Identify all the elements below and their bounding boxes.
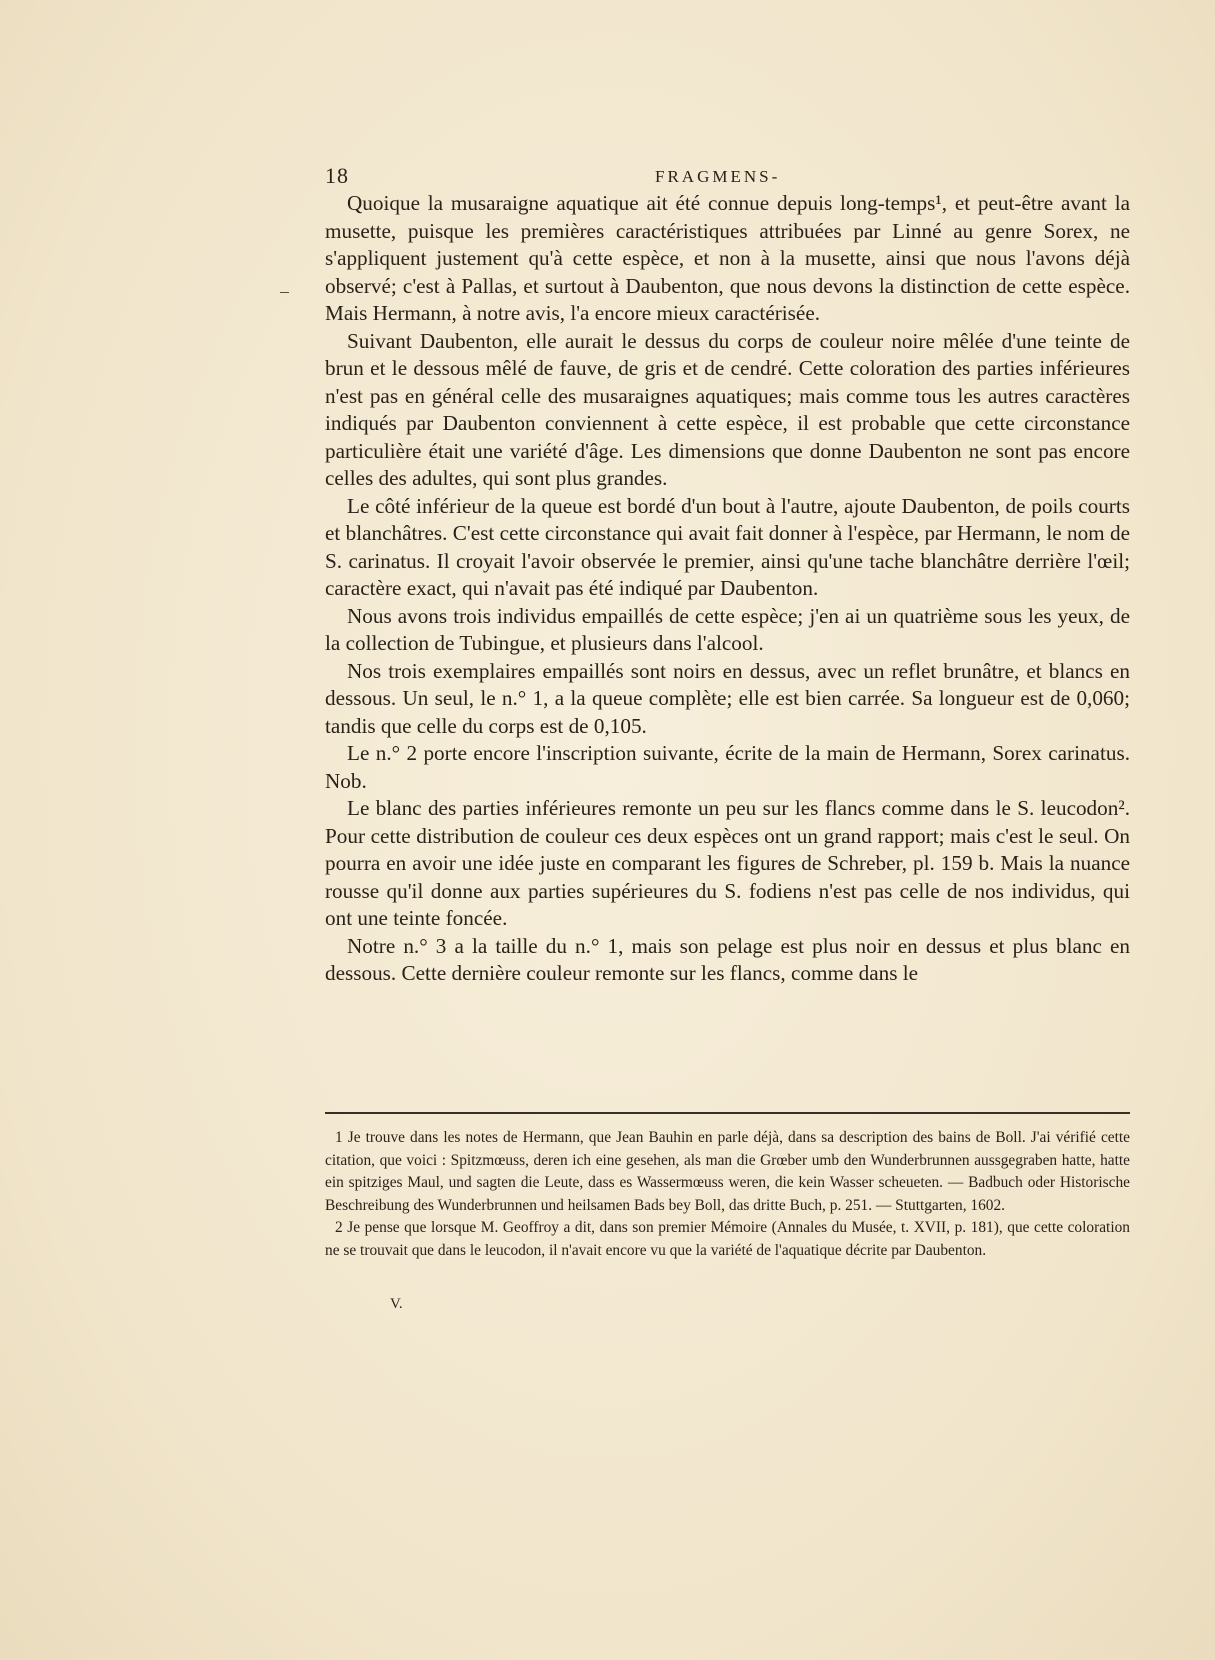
paragraph: Nos trois exemplaires empaillés sont noirs en dessus, avec un reflet brunâtre, et blancs en dessous. Un seul, le n.° 1, a la queue complète; elle est bien carrée. Sa longueur est de 0,060; tandis que celle du corps est de 0,105. bbox=[325, 658, 1130, 738]
running-head: FRAGMENS- bbox=[655, 167, 781, 186]
paragraph: Suivant Daubenton, elle aurait le dessus du corps de couleur noire mêlée d'une teinte de brun et le dessous mêlé de fauve, de gris et de cendré. Cette coloration des parties inférieures n'est pas en général celle des musaraignes aquatiques; mais comme tous les autres caractères indiqués par Daubenton conviennent à cette espèce, il est probable que cette circonstance particulière était une variété d'âge. Les dimensions que donne Daubenton ne sont pas encore celles des adultes, qui sont plus grandes. bbox=[325, 328, 1130, 490]
paragraph: Nous avons trois individus empaillés de cette espèce; j'en ai un quatrième sous les yeux, de la collection de Tubingue, et plusieurs dans l'alcool. bbox=[325, 603, 1130, 655]
paragraph: Quoique la musaraigne aquatique ait été connue depuis long-temps¹, et peut-être avant la musette, puisque les premières caractéristiques attribuées par Linné au genre Sorex, ne s'appliquent justement qu'à cette espèce, et non à la musette, ainsi que nous l'avons déjà observé; c'est à Pallas, et surtout à Daubenton, que nous devons la distinction de cette espèce. Mais Hermann, à notre avis, l'a encore mieux caractérisée. bbox=[325, 191, 1130, 325]
footnote: 2 Je pense que lorsque M. Geoffroy a dit, dans son premier Mémoire (Annales du Musée, t. XVII, p. 181), que cette coloration ne se trouvait que dans le leucodon, il n'avait encore vu que la variété de l'aquatique décrite par Daubenton. bbox=[325, 1219, 1130, 1259]
paragraph: Le côté inférieur de la queue est bordé d'un bout à l'autre, ajoute Daubenton, de poils courts et blanchâtres. C'est cette circonstance qui avait fait donner à l'espèce, par Hermann, le nom de S. carinatus. Il croyait l'avoir observée le premier, ainsi qu'une tache blanchâtre derrière l'œil; caractère exact, qui n'avait pas été indiqué par Daubenton. bbox=[325, 493, 1130, 600]
paragraph: Le n.° 2 porte encore l'inscription suivante, écrite de la main de Hermann, Sorex carinatus. Nob. bbox=[325, 741, 1130, 793]
footnote: 1 Je trouve dans les notes de Hermann, que Jean Bauhin en parle déjà, dans sa description des bains de Boll. J'ai vérifié cette citation, que voici : Spitzmœuss, deren ich eine gesehen, als man die Grœber umb den Wunderbrunnen aussgegraben hatte, hatte ein spitziges Maul, und sagten die Leute, dass es Wassermœuss weren, die kein Wasser scheueten. — Badbuch oder Historische Beschreibung des Wunderbrunnen und heilsamen Bads bey Boll, das dritte Buch, p. 251. — Stuttgarten, 1602. bbox=[325, 1129, 1130, 1214]
signature: V. bbox=[390, 1296, 403, 1312]
main-text bbox=[325, 190, 1130, 988]
paragraph: Le blanc des parties inférieures remonte un peu sur les flancs comme dans le S. leucodon². Pour cette distribution de couleur ces deux espèces ont un grand rapport; mais c'est le seul. On pourra en avoir une idée juste en comparant les figures de Schreber, pl. 159 b. Mais la nuance rousse qu'il donne aux parties supérieures du S. fodiens n'est pas celle de nos individus, qui ont une teinte foncée. bbox=[325, 796, 1130, 930]
page-header bbox=[325, 163, 1130, 193]
paragraph: Notre n.° 3 a la taille du n.° 1, mais son pelage est plus noir en dessus et plus blanc en dessous. Cette dernière couleur remonte sur les flancs, comme dans le bbox=[325, 933, 1130, 985]
page-number: 18 bbox=[325, 163, 349, 188]
footnote-rule bbox=[325, 1112, 1130, 1114]
footnotes bbox=[325, 1127, 1130, 1263]
margin-mark bbox=[280, 292, 289, 293]
